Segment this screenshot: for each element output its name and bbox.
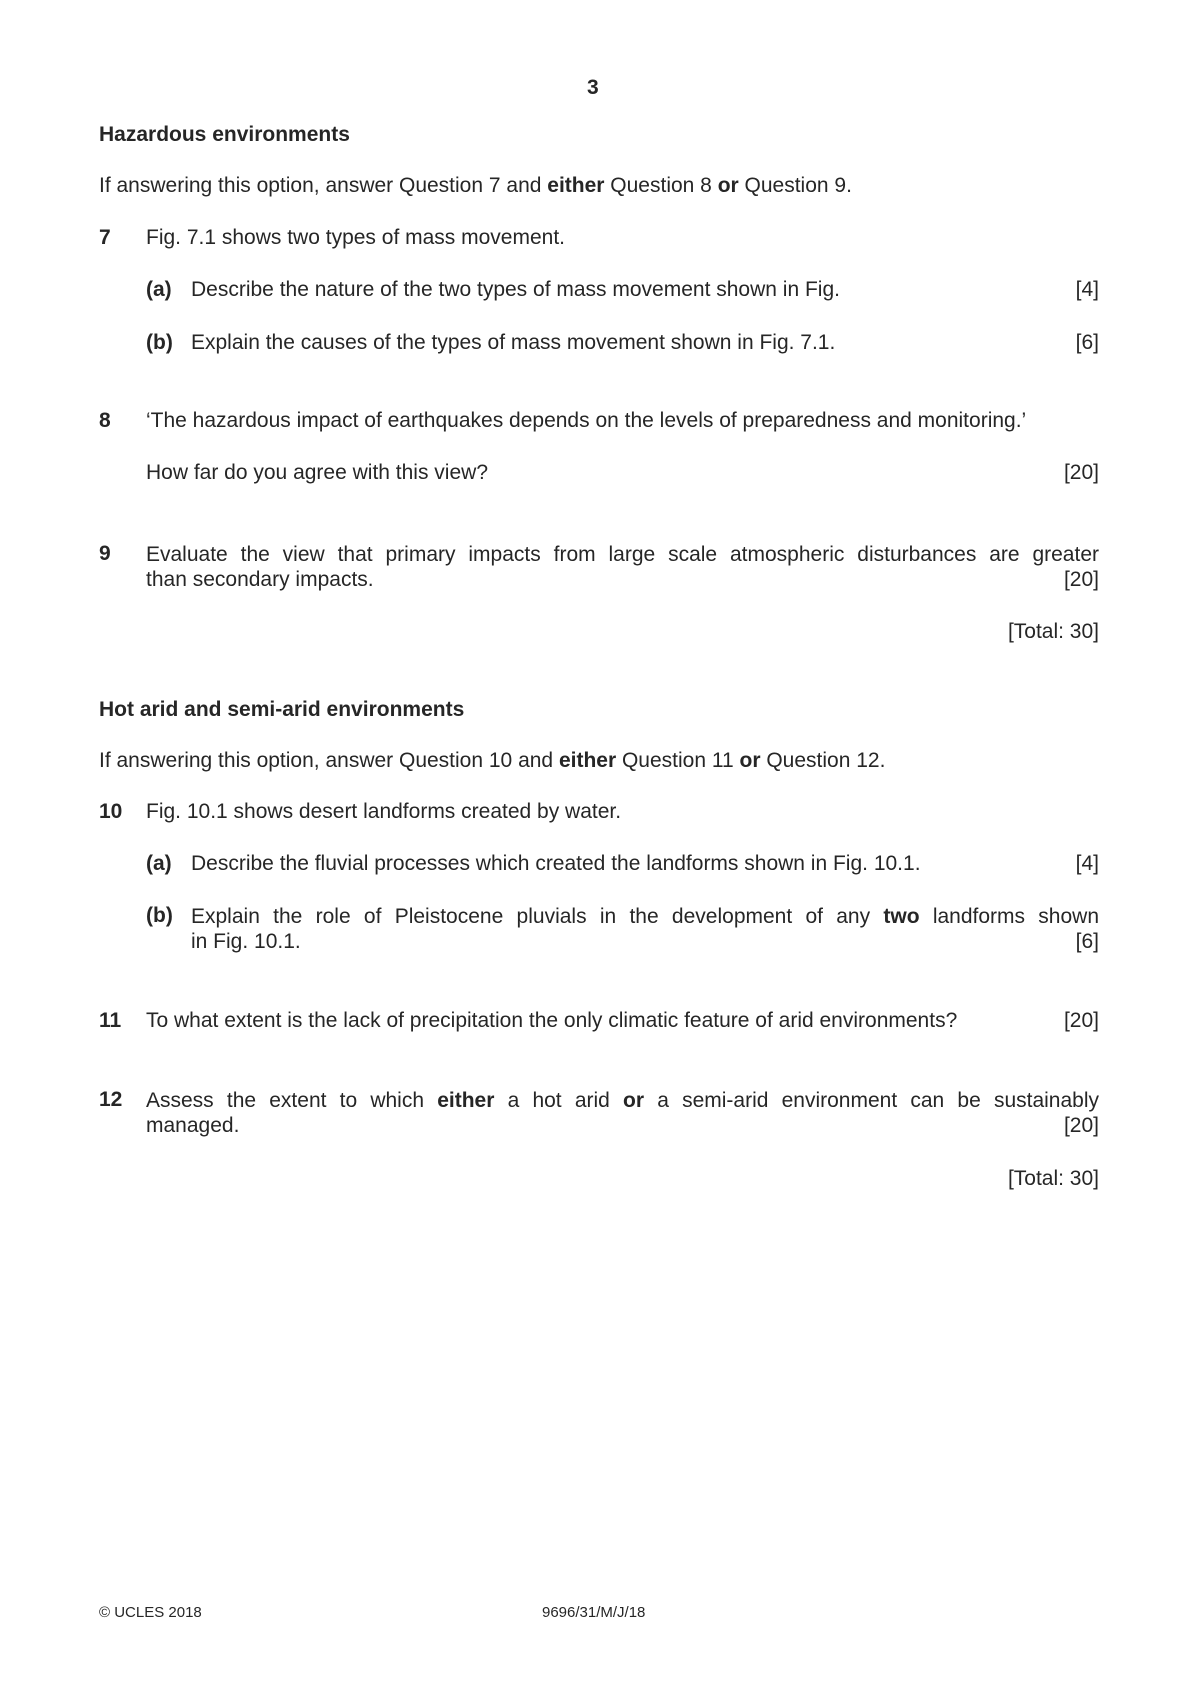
part-text-10a: Describe the fluvial processes which created the landforms shown in Fig. 10.1. [191, 852, 921, 875]
instr-text: Question 9. [738, 174, 852, 197]
part-text-7a: Describe the nature of the two types of mass movement shown in Fig. [191, 278, 840, 301]
marks-11: [20] [1063, 1009, 1099, 1032]
question-12-text: a semi-arid environment can be sustainably [644, 1089, 1099, 1112]
part-text-10b: landforms shown [919, 905, 1100, 928]
part-text-7b: Explain the causes of the types of mass movement shown in Fig. 7.1. [191, 331, 836, 354]
question-number-7: 7 [99, 226, 111, 249]
part-text-10b-line2: in Fig. 10.1. [191, 930, 301, 953]
question-7-stem: Fig. 7.1 shows two types of mass movement. [146, 226, 565, 249]
question-number-12: 12 [99, 1088, 123, 1111]
question-11-text: To what extent is the lack of precipitation the only climatic feature of arid environments? [146, 1009, 958, 1032]
marks-10a: [4] [1075, 852, 1099, 875]
marks-7a: [4] [1075, 278, 1099, 301]
part-text-10b-bold: two [883, 905, 920, 928]
question-12-text: a hot arid [494, 1089, 624, 1112]
question-8-text: How far do you agree with this view? [146, 461, 488, 484]
section-instructions-hot-arid [99, 749, 885, 773]
part-label-10a: (a) [146, 852, 172, 875]
instr-text: Question 11 [616, 749, 740, 772]
question-number-10: 10 [99, 800, 123, 823]
part-label-7b: (b) [146, 331, 173, 354]
instr-either: either [558, 749, 617, 772]
question-12-either: either [437, 1089, 495, 1112]
question-number-11: 11 [99, 1009, 122, 1032]
question-12-text: Assess the extent to which [146, 1089, 438, 1112]
marks-9: [20] [1063, 568, 1099, 591]
question-number-8: 8 [99, 409, 111, 432]
instr-text: Question 12. [760, 749, 886, 772]
marks-12: [20] [1063, 1114, 1099, 1137]
instr-text: Question 8 [604, 174, 718, 197]
marks-7b: [6] [1075, 331, 1099, 354]
question-number-9: 9 [99, 542, 111, 565]
question-10-stem: Fig. 10.1 shows desert landforms created by water. [146, 800, 622, 823]
instr-text: If answering this option, answer Question 10 and [99, 749, 559, 772]
question-12-line2: managed. [146, 1114, 240, 1137]
footer-copyright: © UCLES 2018 [99, 1604, 202, 1621]
instr-or: or [717, 174, 739, 197]
part-text-10b-line1 [191, 904, 1099, 930]
part-label-7a: (a) [146, 278, 172, 301]
section-instructions-hazardous [99, 174, 852, 198]
instr-or: or [739, 749, 761, 772]
instr-text: If answering this option, answer Question 7 and [99, 174, 548, 197]
part-text-10b: Explain the role of Pleistocene pluvials in the development of any [191, 905, 884, 928]
marks-10b: [6] [1075, 930, 1099, 953]
total-marks-hot-arid: [Total: 30] [1007, 1167, 1099, 1190]
total-marks-hazardous: [Total: 30] [1007, 620, 1099, 643]
question-12-line1 [146, 1088, 1099, 1114]
footer-paper-code: 9696/31/M/J/18 [542, 1604, 646, 1621]
instr-either: either [547, 174, 605, 197]
question-9-line2: than secondary impacts. [146, 568, 374, 591]
section-heading-hazardous: Hazardous environments [99, 123, 350, 146]
question-9-line1: Evaluate the view that primary impacts from large scale atmospheric disturbances are greater [146, 543, 1099, 566]
marks-8: [20] [1063, 461, 1099, 484]
section-heading-hot-arid: Hot arid and semi-arid environments [99, 698, 465, 721]
part-label-10b: (b) [146, 904, 173, 927]
question-8-quote: ‘The hazardous impact of earthquakes depends on the levels of preparedness and monitoring.’ [146, 409, 1027, 432]
question-12-or: or [623, 1089, 645, 1112]
page-number: 3 [587, 76, 599, 99]
